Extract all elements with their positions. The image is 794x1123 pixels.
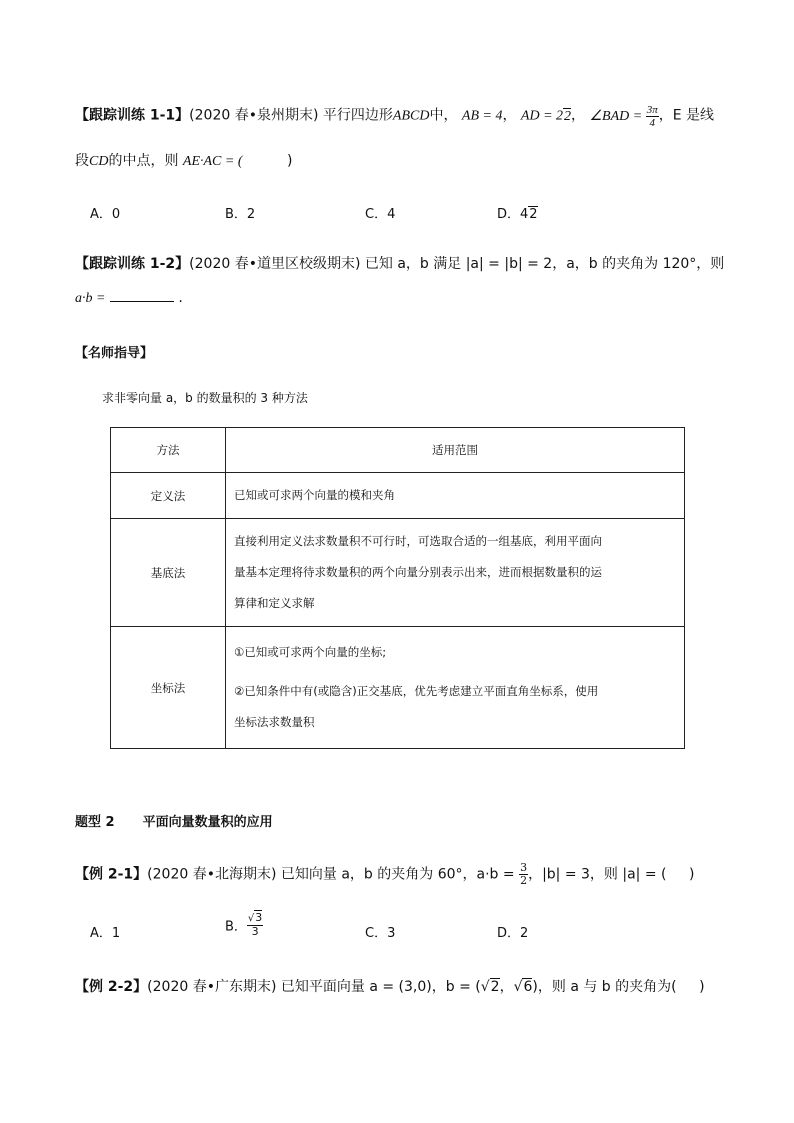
option-a[interactable]: A．1 xyxy=(90,926,121,941)
example-2-2: 【例 2-2】(2020 春•广东期末) 已知平面向量 a = (3,0)，b = (√2，√6)，则 a 与 b 的夹角为( ) xyxy=(75,979,705,995)
question-source: (2020 春•广东期末) xyxy=(147,979,277,995)
answer-blank[interactable] xyxy=(110,289,174,302)
method-name: 基底法 xyxy=(111,519,226,627)
question-tag: 【跟踪训练 1-2】 xyxy=(75,256,190,272)
option-d[interactable]: D．42 xyxy=(497,207,538,222)
dot-product-expression: AE·AC = ( xyxy=(182,154,243,169)
method-name: 定义法 xyxy=(111,473,226,519)
question-source: (2020 春•道里区校级期末) xyxy=(189,256,361,272)
option-a[interactable]: A．0 xyxy=(90,207,121,222)
method-scope: 已知或可求两个向量的模和夹角 xyxy=(226,473,685,519)
method-scope: ①已知或可求两个向量的坐标; ②已知条件中有(或隐含)正交基底，优先考虑建立平面直角坐标系，使用 坐标法求数量积 xyxy=(226,627,685,749)
table-row xyxy=(111,473,685,519)
table-row xyxy=(111,519,685,627)
option-d[interactable]: D．2 xyxy=(497,926,529,941)
question-1-1: 【跟踪训练 1-1】(2020 春•泉州期末) 平行四边形ABCD中， AB = 4， AD = 22， ∠BAD = $\frac{3\pi}{4}$ ，E 是线 xyxy=(75,104,715,129)
question-tag: 【跟踪训练 1-1】 xyxy=(75,107,190,124)
method-name: 坐标法 xyxy=(111,627,226,749)
angle-expression: ∠BAD = $\frac{3\pi}{4}$ xyxy=(589,104,658,129)
question-1-2 xyxy=(75,253,724,273)
question-source: (2020 春•北海期末) xyxy=(147,866,277,883)
table-header-scope: 适用范围 xyxy=(226,428,685,473)
option-b[interactable]: B． $\frac{√3}{3}$ xyxy=(225,911,263,938)
option-b[interactable]: B．2 xyxy=(225,207,256,222)
methods-table xyxy=(110,427,685,749)
example-2-1: 【例 2-1】(2020 春•北海期末) 已知向量 a，b 的夹角为 60°，a·b = $\frac{3}{2}$ ，|b| = 3，则 |a| = ( ) xyxy=(75,861,695,887)
table-header-row xyxy=(111,428,685,473)
question-tag: 【例 2-2】 xyxy=(75,979,148,995)
guide-intro: 求非零向量 a，b 的数量积的 3 种方法 xyxy=(102,391,308,405)
ad-expression: AD = 22 xyxy=(520,108,572,124)
question-1-2-line2: a·b = . xyxy=(75,290,183,306)
option-c[interactable]: C．3 xyxy=(365,926,396,941)
ab-expression: AB = 4 xyxy=(461,108,503,124)
question-source: (2020 春•泉州期末) xyxy=(189,107,319,124)
question-1-1-line2: 段CD的中点，则 AE·AC = ( ) xyxy=(75,153,293,169)
question-stem: 已知 a，b 满足 |a| = |b| = 2，a，b 的夹角为 120°，则 xyxy=(364,256,725,272)
question-tag: 【例 2-1】 xyxy=(75,866,148,883)
table-row xyxy=(111,627,685,749)
section-heading: 题型 2 平面向量数量积的应用 xyxy=(75,815,273,830)
table-header-method: 方法 xyxy=(111,428,226,473)
guide-heading: 【名师指导】 xyxy=(75,346,154,361)
option-c[interactable]: C．4 xyxy=(365,207,396,222)
method-scope: 直接利用定义法求数量积不可行时，可选取合适的一组基底，利用平面向 量基本定理将待求数量积的两个向量分别表示出来，进而根据数量积的运 算律和定义求解 xyxy=(226,519,685,627)
